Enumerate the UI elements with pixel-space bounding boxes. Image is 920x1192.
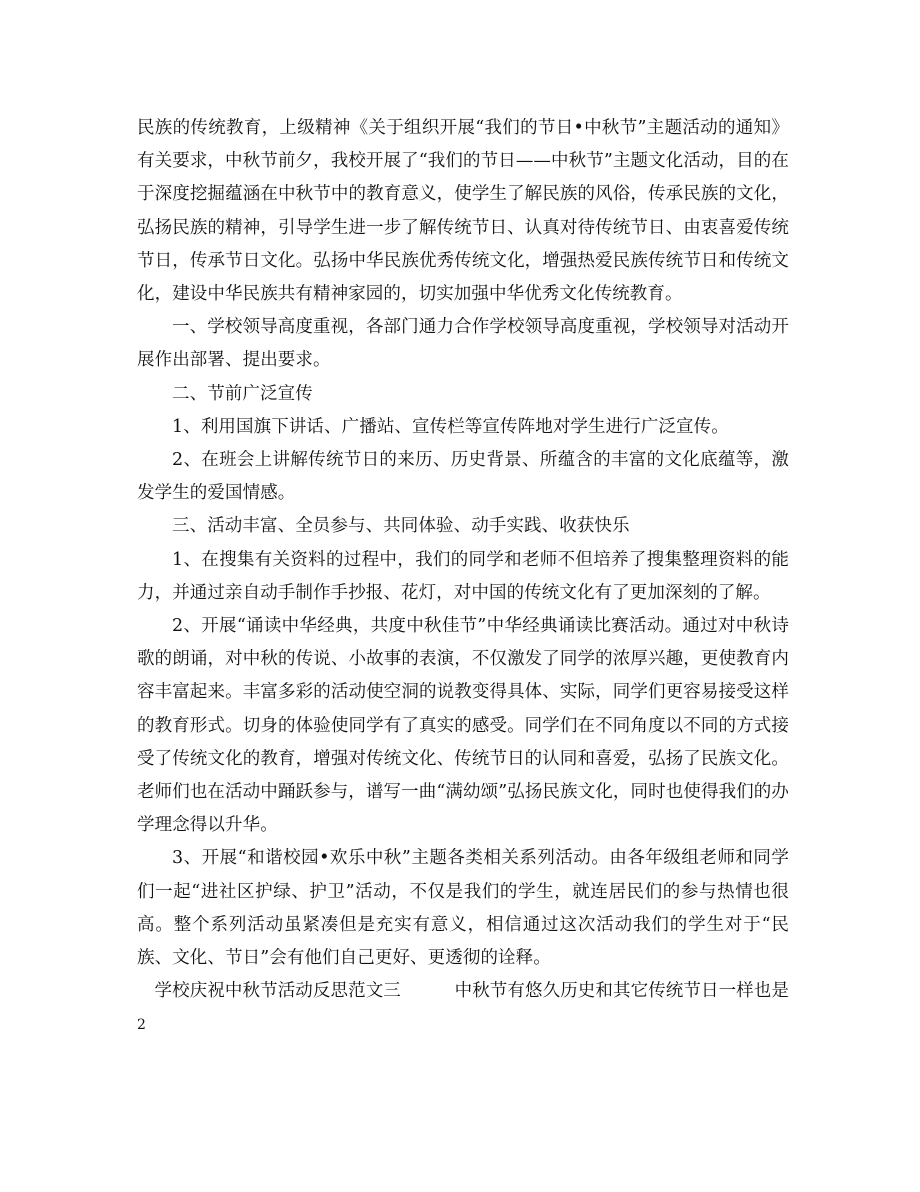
next-article-intro: 中秋节有悠久历史和其它传统节日一样也是 <box>454 981 789 1002</box>
paragraph-item-3-1: 1、在搜集有关资料的过程中，我们的同学和老师不但培养了搜集整理资料的能力，并通过亲自动手制作手抄报、花灯，对中国的传统文化有了更加深刻的了解。 <box>137 549 789 603</box>
paragraph-item-2-1: 1、利用国旗下讲话、广播站、宣传栏等宣传阵地对学生进行广泛宣传。 <box>172 416 729 437</box>
paragraph-section-2-heading: 二、节前广泛宣传 <box>172 383 313 404</box>
document-body <box>137 112 789 1008</box>
page-number: 2 <box>137 1017 146 1033</box>
paragraph-section-1: 一、学校领导高度重视，各部门通力合作学校领导高度重视，学校领导对活动开展作出部署、提出要求。 <box>137 317 789 371</box>
paragraph-item-3-3: 3、开展“和谐校园•欢乐中秋”主题各类相关系列活动。由各年级组老师和同学们一起“进社区护绿、护卫”活动，不仅是我们的学生，就连居民们的参与热情也很高。整个系列活动虽紧凑但是充实有意义，相信通过这次活动我们的学生对于“民族、文化、节日”会有他们自己更好、更透彻的诠释。 <box>137 848 789 969</box>
next-article-line <box>137 975 789 1008</box>
next-article-heading: 学校庆祝中秋节活动反思范文三 <box>154 981 401 1002</box>
paragraph-section-3-heading: 三、活动丰富、全员参与、共同体验、动手实践、收获快乐 <box>172 516 630 537</box>
paragraph-item-3-2: 2、开展“诵读中华经典，共度中秋佳节”中华经典诵读比赛活动。通过对中秋诗歌的朗诵，对中秋的传说、小故事的表演，不仅激发了同学的浓厚兴趣，更使教育内容丰富起来。丰富多彩的活动使空洞的说教变得具体、实际，同学们更容易接受这样的教育形式。切身的体验使同学有了真实的感受。同学们在不同角度以不同的方式接受了传统文化的教育，增强对传统文化、传统节日的认同和喜爱，弘扬了民族文化。老师们也在活动中踊跃参与，谱写一曲“满幼颂”弘扬民族文化，同时也使得我们的办学理念得以升华。 <box>137 616 789 836</box>
paragraph-item-2-2: 2、在班会上讲解传统节日的来历、历史背景、所蕴含的丰富的文化底蕴等，激发学生的爱国情感。 <box>137 450 789 504</box>
paragraph-intro: 民族的传统教育，上级精神《关于组织开展“我们的节日•中秋节”主题活动的通知》有关要求，中秋节前夕，我校开展了“我们的节日——中秋节”主题文化活动，目的在于深度挖掘蕴涵在中秋节中的教育意义，使学生了解民族的风俗，传承民族的文化，弘扬民族的精神，引导学生进一步了解传统节日、认真对待传统节日、由衷喜爱传统节日，传承节日文化。弘扬中华民族优秀传统文化，增强热爱民族传统节日和传统文化，建设中华民族共有精神家园的，切实加强中华优秀文化传统教育。 <box>137 118 789 305</box>
